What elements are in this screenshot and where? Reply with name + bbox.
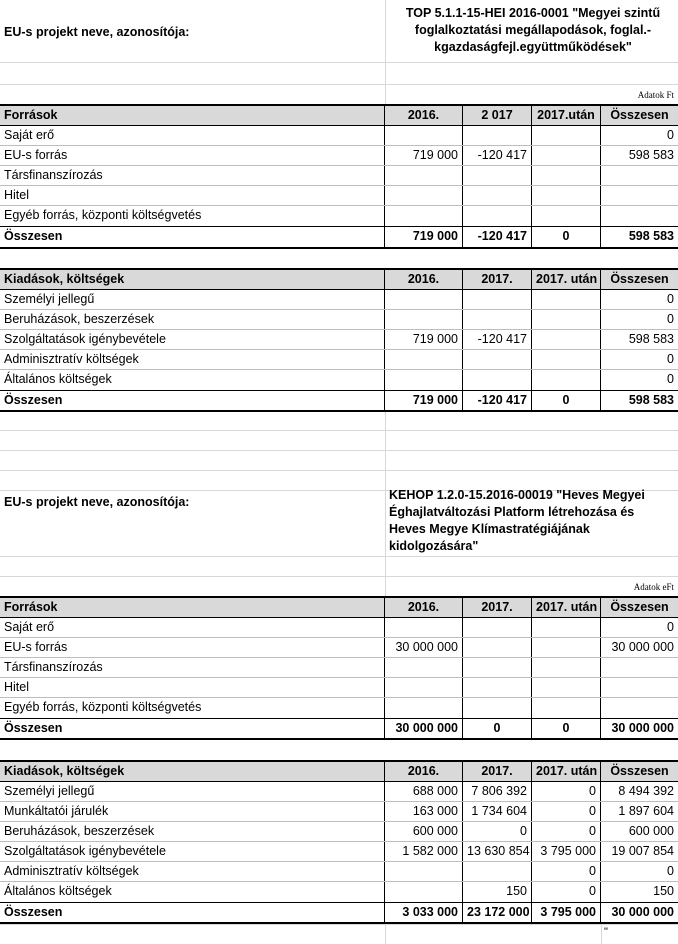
row-label: Összesen [0, 903, 385, 922]
table-row [0, 782, 678, 802]
cell [463, 698, 532, 718]
header-cell: Források [0, 598, 385, 617]
table-row [0, 206, 678, 226]
row-label: Szolgáltatások igénybevétele [0, 842, 385, 861]
cell [463, 618, 532, 637]
cell: 150 [463, 882, 532, 902]
row-label: Munkáltatói járulék [0, 802, 385, 821]
table-row [0, 330, 678, 350]
project2-title-line: Heves Megye Klímastratégiájának [389, 522, 590, 536]
cell [532, 370, 601, 390]
table-row [0, 678, 678, 698]
cell [532, 698, 601, 718]
row-label: EU-s forrás [0, 146, 385, 165]
header-cell: 2016. [385, 762, 463, 781]
project1-title-line: TOP 5.1.1-15-HEI 2016-0001 "Megyei szintű [405, 6, 661, 20]
header-cell: Összesen [610, 272, 669, 286]
cell [532, 146, 601, 165]
row-label: EU-s forrás [0, 638, 385, 657]
row-label: Szolgáltatások igénybevétele [0, 330, 385, 349]
cell [532, 330, 601, 349]
project1-title-line: foglalkoztatási megállapodások, foglal.- [414, 23, 652, 37]
cell [601, 166, 678, 185]
header-cell: Összesen [610, 108, 669, 122]
row-label: Saját erő [0, 618, 385, 637]
cell: 598 583 [628, 148, 674, 162]
total-row [0, 902, 678, 924]
row-label: Társfinanszírozás [0, 166, 385, 185]
cell: 8 494 392 [618, 784, 674, 798]
cell: 13 630 854 [463, 842, 532, 861]
cell: 0 [667, 352, 674, 366]
header-cell: 2 017 [463, 106, 532, 125]
header-cell: 2017. [463, 270, 532, 289]
cell [463, 638, 532, 657]
project1-title [390, 5, 676, 56]
cell: 0 [532, 391, 601, 410]
cell [532, 310, 601, 329]
cell [601, 658, 678, 677]
cell: 150 [653, 884, 674, 898]
cell: 719 000 [385, 146, 463, 165]
total-row [0, 390, 678, 412]
header-cell: 2017. [463, 598, 532, 617]
header-cell: Források [0, 106, 385, 125]
cell: 598 583 [628, 229, 674, 243]
row-label: Személyi jellegű [0, 290, 385, 309]
cell [385, 862, 463, 881]
table-row [0, 842, 678, 862]
table-row [0, 618, 678, 638]
project2-unit-note: Adatok eFt [633, 582, 674, 592]
cell: 598 583 [628, 393, 674, 407]
project1-unit-note: Adatok Ft [637, 90, 674, 100]
cell [385, 618, 463, 637]
cell: 719 000 [385, 227, 463, 247]
cell: -120 417 [463, 146, 532, 165]
row-label: Általános költségek [0, 882, 385, 902]
cell [463, 678, 532, 697]
cell: 0 [463, 719, 532, 738]
table-row [0, 638, 678, 658]
project1-title-line: kgazdaságfejl.együttműködések" [434, 40, 632, 54]
row-label: Hitel [0, 678, 385, 697]
cell: 0 [667, 372, 674, 386]
cell [532, 126, 601, 145]
cell: 0 [532, 862, 601, 881]
project2-title [389, 487, 677, 555]
cell [385, 310, 463, 329]
cell: 688 000 [385, 782, 463, 801]
cell: 30 000 000 [611, 640, 674, 654]
cell: 3 795 000 [532, 842, 601, 861]
table-row [0, 126, 678, 146]
table-row [0, 370, 678, 390]
header-cell: 2016. [385, 270, 463, 289]
cell [385, 186, 463, 205]
table-header [0, 268, 678, 290]
cell: 0 [667, 292, 674, 306]
cell [385, 126, 463, 145]
row-label: Adminisztratív költségek [0, 862, 385, 881]
cell: -120 417 [463, 227, 532, 247]
cell [532, 290, 601, 309]
cell: 598 583 [628, 332, 674, 346]
table-row [0, 862, 678, 882]
cell: 1 897 604 [618, 804, 674, 818]
row-label: Beruházások, beszerzések [0, 822, 385, 841]
table-row [0, 882, 678, 902]
project1-label: EU-s projekt neve, azonosítója: [4, 25, 190, 39]
cell: -120 417 [463, 330, 532, 349]
header-cell: 2017. [463, 762, 532, 781]
row-label: Egyéb forrás, központi költségvetés [0, 206, 385, 226]
table-row [0, 166, 678, 186]
total-row [0, 718, 678, 740]
project2-title-line: Éghajlatváltozási Platform létrehozása és [389, 505, 635, 519]
header-cell: 2016. [385, 598, 463, 617]
cell: 600 000 [385, 822, 463, 841]
cell: 30 000 000 [385, 719, 463, 738]
header-cell: 2017. után [532, 598, 601, 617]
table-row [0, 290, 678, 310]
cell [463, 862, 532, 881]
cell: 0 [463, 822, 532, 841]
row-label: Társfinanszírozás [0, 658, 385, 677]
row-label: Egyéb forrás, központi költségvetés [0, 698, 385, 718]
row-label: Hitel [0, 186, 385, 205]
cell [463, 350, 532, 369]
table-header [0, 104, 678, 126]
cell: 30 000 000 [611, 905, 674, 919]
cell: -120 417 [463, 391, 532, 410]
cell [532, 350, 601, 369]
cell: 23 172 000 [463, 903, 532, 922]
cell [385, 658, 463, 677]
cell [532, 678, 601, 697]
cell [463, 166, 532, 185]
cell [532, 618, 601, 637]
cell: 30 000 000 [611, 721, 674, 735]
header-cell: 2017. után [532, 270, 601, 289]
header-cell: 2017. után [532, 762, 601, 781]
cell [532, 166, 601, 185]
header-cell: Kiadások, költségek [0, 762, 385, 781]
header-cell: Összesen [610, 600, 669, 614]
cell: 0 [532, 227, 601, 247]
cell: 0 [532, 802, 601, 821]
table-row [0, 822, 678, 842]
project2-label: EU-s projekt neve, azonosítója: [4, 495, 190, 509]
row-label: Személyi jellegű [0, 782, 385, 801]
table-row [0, 350, 678, 370]
row-label: Összesen [0, 719, 385, 738]
row-label: Beruházások, beszerzések [0, 310, 385, 329]
cell [463, 370, 532, 390]
cell [463, 206, 532, 226]
cell [601, 698, 678, 718]
cell [532, 638, 601, 657]
cell: 3 795 000 [532, 903, 601, 922]
cell: 0 [667, 620, 674, 634]
cell: 0 [532, 882, 601, 902]
header-cell: 2017.után [532, 106, 601, 125]
cell [463, 126, 532, 145]
cell: 0 [667, 312, 674, 326]
cell [385, 698, 463, 718]
project2-title-line: kidolgozására" [389, 539, 479, 553]
cell [385, 166, 463, 185]
cell [463, 290, 532, 309]
cell: 163 000 [385, 802, 463, 821]
cell [532, 658, 601, 677]
row-label: Összesen [0, 391, 385, 410]
cell [601, 206, 678, 226]
cell: 7 806 392 [463, 782, 532, 801]
cell [385, 370, 463, 390]
cell [463, 186, 532, 205]
cell: 0 [532, 719, 601, 738]
row-label: Általános költségek [0, 370, 385, 390]
cell [385, 882, 463, 902]
project2-title-line: KEHOP 1.2.0-15.2016-00019 "Heves Megyei [389, 488, 645, 502]
total-row [0, 226, 678, 249]
cell [385, 290, 463, 309]
table-row [0, 698, 678, 718]
cell: 600 000 [628, 824, 674, 838]
cell: 1 582 000 [385, 842, 463, 861]
header-cell: Kiadások, költségek [0, 270, 385, 289]
row-label: Adminisztratív költségek [0, 350, 385, 369]
cell [463, 658, 532, 677]
cell [385, 678, 463, 697]
cell: 0 [667, 864, 674, 878]
cell [532, 186, 601, 205]
cell [385, 206, 463, 226]
row-label: Saját erő [0, 126, 385, 145]
cell [385, 350, 463, 369]
cell: 30 000 000 [385, 638, 463, 657]
table-header [0, 596, 678, 618]
cell: 719 000 [385, 391, 463, 410]
footnote-mark: " [604, 926, 608, 938]
header-cell: Összesen [610, 764, 669, 778]
cell [601, 678, 678, 697]
cell: 1 734 604 [463, 802, 532, 821]
table-row [0, 146, 678, 166]
cell: 19 007 854 [611, 844, 674, 858]
cell: 719 000 [385, 330, 463, 349]
header-cell: 2016. [385, 106, 463, 125]
table-row [0, 802, 678, 822]
cell [601, 186, 678, 205]
table-header [0, 760, 678, 782]
cell: 0 [667, 128, 674, 142]
cell [463, 310, 532, 329]
table-row [0, 310, 678, 330]
row-label: Összesen [0, 227, 385, 247]
cell: 0 [532, 822, 601, 841]
table-row [0, 658, 678, 678]
cell: 3 033 000 [385, 903, 463, 922]
table-row [0, 186, 678, 206]
cell: 0 [532, 782, 601, 801]
cell [532, 206, 601, 226]
